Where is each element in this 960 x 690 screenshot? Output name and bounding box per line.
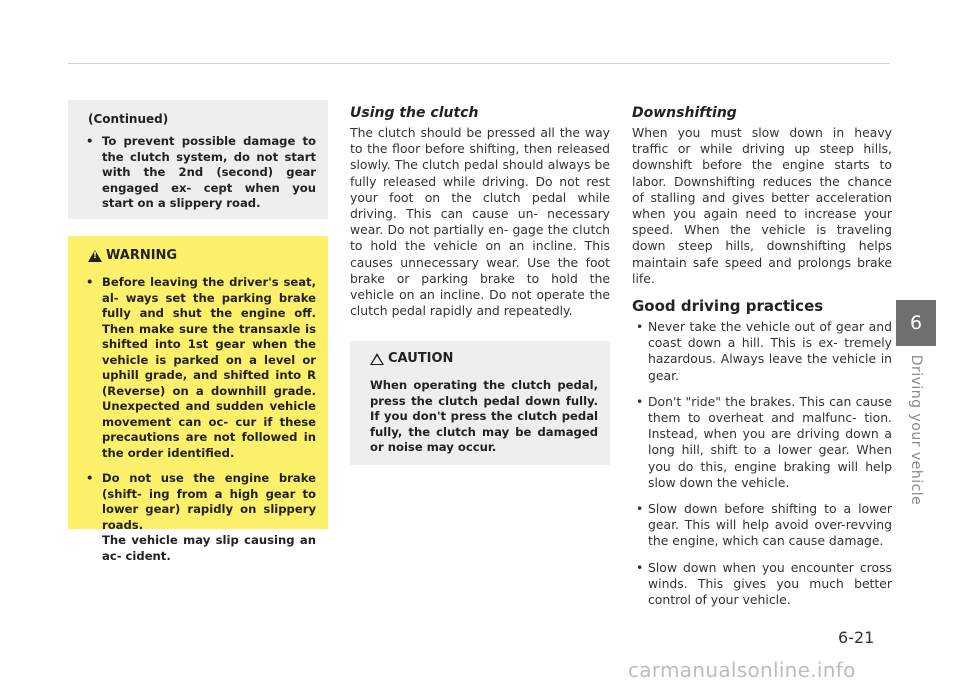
section-heading-downshifting: Downshifting	[632, 105, 737, 121]
right-column	[632, 100, 892, 618]
list-item: • Slow down before shifting to a lower gear. This will help avoid over-revving the engine, which can cause damage.	[632, 501, 892, 550]
chapter-tab[interactable]: 6	[896, 300, 936, 346]
warning-title: WARNING	[106, 248, 178, 263]
caution-text: When operating the clutch pedal, press the clutch pedal down fully. If you don't press the clutch pedal fully, the clutch may be damaged or noise may occur.	[370, 378, 598, 455]
continued-note-box	[68, 100, 328, 219]
warning-box	[68, 236, 328, 563]
caution-triangle-icon	[370, 353, 384, 365]
good-driving-list	[632, 319, 892, 608]
section-heading-using-clutch: Using the clutch	[350, 105, 479, 121]
using-clutch-body: The clutch should be pressed all the way to the floor before shifting, then released slowly. The clutch pedal should always be fully released while driving. Do not rest your foot on the clutch pedal while driving. This can cause un- necessary wear. Do not partially en- gage the clutch to hold the vehicle on an incline. This causes unnecessary wear. Use the foot brake or parking brake to hold the vehicle on an incline. Do not operate the clutch pedal rapidly and repeatedly.	[350, 125, 610, 319]
chapter-title-vertical	[896, 352, 936, 506]
caution-header	[370, 351, 598, 366]
continued-list	[80, 134, 316, 212]
continued-heading: (Continued)	[88, 112, 169, 126]
caution-box	[350, 341, 610, 465]
chapter-title: Driving your vehicle	[908, 354, 924, 506]
warning-item-engine-brake-text: • Do not use the engine brake (shift- ing from a high gear to lower gear) rapidly on slippery roads.	[102, 471, 316, 532]
warning-item-engine-brake	[80, 471, 316, 564]
warning-list	[80, 275, 316, 564]
downshifting-body: When you must slow down in heavy traffic or while driving up steep hills, downshift before the engine starts to labor. Downshifting reduces the chance of stalling and gives better acceleration when you again need to increase your speed. When the vehicle is traveling down steep hills, downshifting helps maintain safe speed and prolongs brake life.	[632, 125, 892, 286]
list-item: • Never take the vehicle out of gear and coast down a hill. This is ex- tremely hazardous. Always leave the vehicle in gear.	[632, 319, 892, 384]
caution-title: CAUTION	[388, 351, 454, 367]
warning-header	[88, 248, 316, 263]
continued-item: • To prevent possible damage to the clutch system, do not start with the 2nd (second) gear engaged ex- cept when you start on a slippery road.	[80, 134, 316, 212]
warning-triangle-icon	[88, 250, 102, 262]
top-rule	[68, 63, 890, 64]
page-number: 6-21	[838, 628, 875, 647]
warning-item-parking: • Before leaving the driver's seat, al- ways set the parking brake fully and shut the engine off. Then make sure the transaxle is shifted into 1st gear when the vehicle is parked on a level or uphill grade, and shifted into R (Reverse) on a downhill grade. Unexpected and sudden vehicle movement can oc- cur if these precautions are not followed in the order identified.	[80, 275, 316, 461]
list-item: • Don't "ride" the brakes. This can cause them to overheat and malfunc- tion. Instead, when you are driving down a long hill, shift to a lower gear. When you do this, engine braking will help slow down the vehicle.	[632, 394, 892, 491]
list-item: • Slow down when you encounter cross winds. This gives you much better control of your vehicle.	[632, 560, 892, 609]
watermark: carmanualsonline.info	[628, 658, 856, 682]
section-heading-good-driving: Good driving practices	[632, 297, 824, 316]
left-column	[68, 100, 328, 219]
warning-item-engine-brake-consequence: The vehicle may slip causing an ac- cident.	[102, 533, 316, 563]
middle-column	[350, 100, 610, 465]
